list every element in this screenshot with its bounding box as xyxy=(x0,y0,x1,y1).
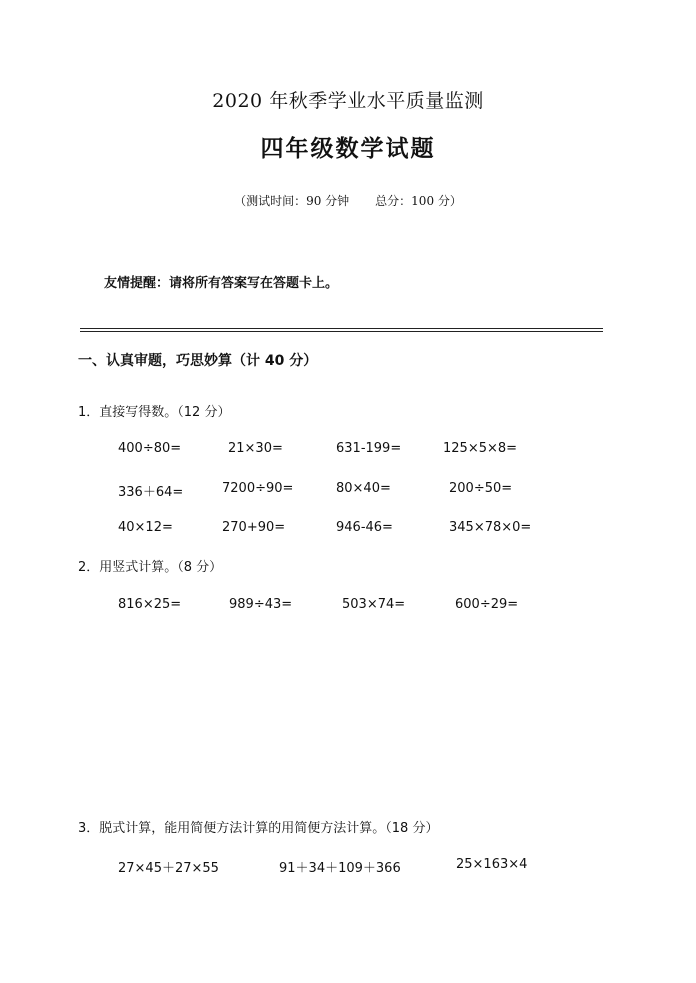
double-divider xyxy=(80,328,603,332)
q2-item: 503×74= xyxy=(342,597,406,612)
q3-item: 27×45＋27×55 xyxy=(118,861,219,876)
test-time: （测试时间：90 分钟 xyxy=(234,194,350,208)
exam-heading: 2020 年秋季学业水平质量监测 xyxy=(212,90,484,112)
q1-item: 400÷80= xyxy=(118,441,182,456)
question-3-heading: 3．脱式计算，能用简便方法计算的用简便方法计算。（18 分） xyxy=(78,821,439,836)
exam-info xyxy=(0,192,696,209)
reminder-note: 友情提醒：请将所有答案写在答题卡上。 xyxy=(104,276,339,291)
section-title: 一、认真审题，巧思妙算（计 40 分） xyxy=(78,353,318,369)
question-2-heading: 2．用竖式计算。（8 分） xyxy=(78,560,223,575)
q1-item: 631-199= xyxy=(336,441,402,456)
q1-item: 7200÷90= xyxy=(222,481,294,496)
q1-item: 21×30= xyxy=(228,441,283,456)
q3-item: 25×163×4 xyxy=(456,857,528,872)
q2-item: 989÷43= xyxy=(229,597,293,612)
q1-item: 200÷50= xyxy=(449,481,513,496)
question-1-heading: 1．直接写得数。（12 分） xyxy=(78,405,231,420)
q1-item: 345×78×0= xyxy=(449,520,532,535)
total-score: 总分：100 分） xyxy=(375,194,462,208)
q1-item: 125×5×8= xyxy=(443,441,518,456)
q1-item: 336＋64= xyxy=(118,485,184,500)
q1-item: 40×12= xyxy=(118,520,173,535)
q1-item: 946-46= xyxy=(336,520,393,535)
q1-item: 80×40= xyxy=(336,481,391,496)
q1-item: 270+90= xyxy=(222,520,286,535)
exam-subject-title: 四年级数学试题 xyxy=(260,135,436,162)
q2-item: 600÷29= xyxy=(455,597,519,612)
q3-item: 91＋34＋109＋366 xyxy=(279,861,401,876)
q2-item: 816×25= xyxy=(118,597,182,612)
